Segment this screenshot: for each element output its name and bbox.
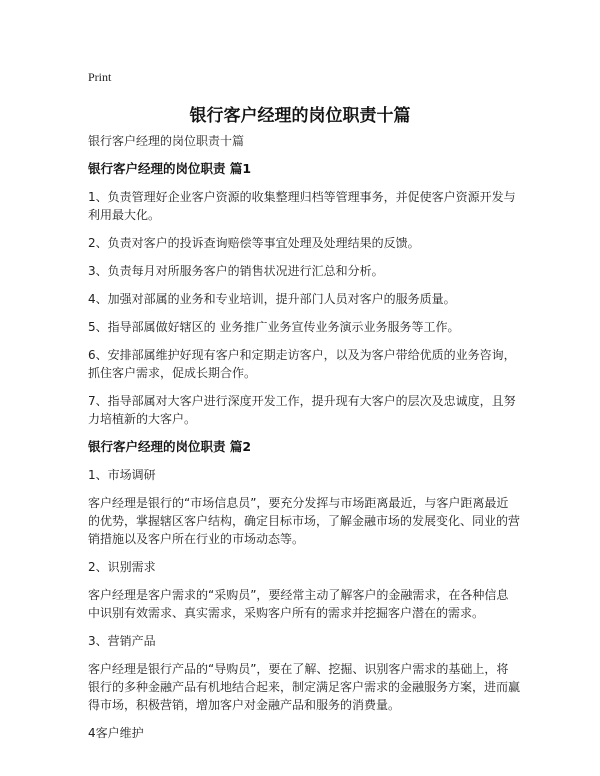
document-body <box>88 132 520 752</box>
section2-paragraph-3: 客户经理是银行产品的“导购员”，要在了解、挖掘、识别客户需求的基础上，将银行的多种金融产品有机地结合起来，制定满足客户需求的金融服务方案，进而赢得市场，积极营销，增加客户对金融产品和服务的消费量。 <box>88 662 521 712</box>
section1-item-7: 7、指导部属对大客户进行深度开发工作，提升现有大客户的层次及忠诚度，且努力培植新的大客户。 <box>88 394 516 426</box>
section-heading-1: 银行客户经理的岗位职责 篇1 <box>88 161 252 176</box>
section1-item-5: 5、指导部属做好辖区的 业务推广业务宣传业务演示业务服务等工作。 <box>88 320 460 334</box>
section2-subheading-4: 4客户维护 <box>88 726 144 740</box>
section1-item-2: 2、负责对客户的投诉查询赔偿等事宜处理及处理结果的反馈。 <box>88 236 420 250</box>
section1-item-6: 6、安排部属维护好现有客户和定期走访客户，以及为客户带给优质的业务咨询，抓住客户需求，促成长期合作。 <box>88 348 516 380</box>
print-link[interactable]: Print <box>88 70 112 84</box>
section2-paragraph-1: 客户经理是银行的“市场信息员”，要充分发挥与市场距离最近，与客户距离最近的优势，掌握辖区客户结构，确定目标市场，了解金融市场的发展变化、同业的营销措施以及客户所在行业的市场动态等。 <box>88 496 521 546</box>
section2-subheading-3: 3、营销产品 <box>88 634 156 648</box>
section-heading-2: 银行客户经理的岗位职责 篇2 <box>88 439 252 454</box>
section1-item-3: 3、负责每月对所服务客户的销售状况进行汇总和分析。 <box>88 264 384 278</box>
section2-paragraph-2: 客户经理是客户需求的“采购员”，要经常主动了解客户的金融需求，在各种信息中识别有效需求、真实需求，采购客户所有的需求并挖掘客户潜在的需求。 <box>88 588 509 620</box>
document-title: 银行客户经理的岗位职责十篇 <box>189 106 411 126</box>
intro-line: 银行客户经理的岗位职责十篇 <box>88 134 245 148</box>
section1-item-1: 1、负责管理好企业客户资源的收集整理归档等管理事务，并促使客户资源开发与利用最大化。 <box>88 190 516 222</box>
section2-subheading-1: 1、市场调研 <box>88 468 156 482</box>
section1-item-4: 4、加强对部属的业务和专业培训，提升部门人员对客户的服务质量。 <box>88 292 456 306</box>
section2-subheading-2: 2、识别需求 <box>88 560 156 574</box>
